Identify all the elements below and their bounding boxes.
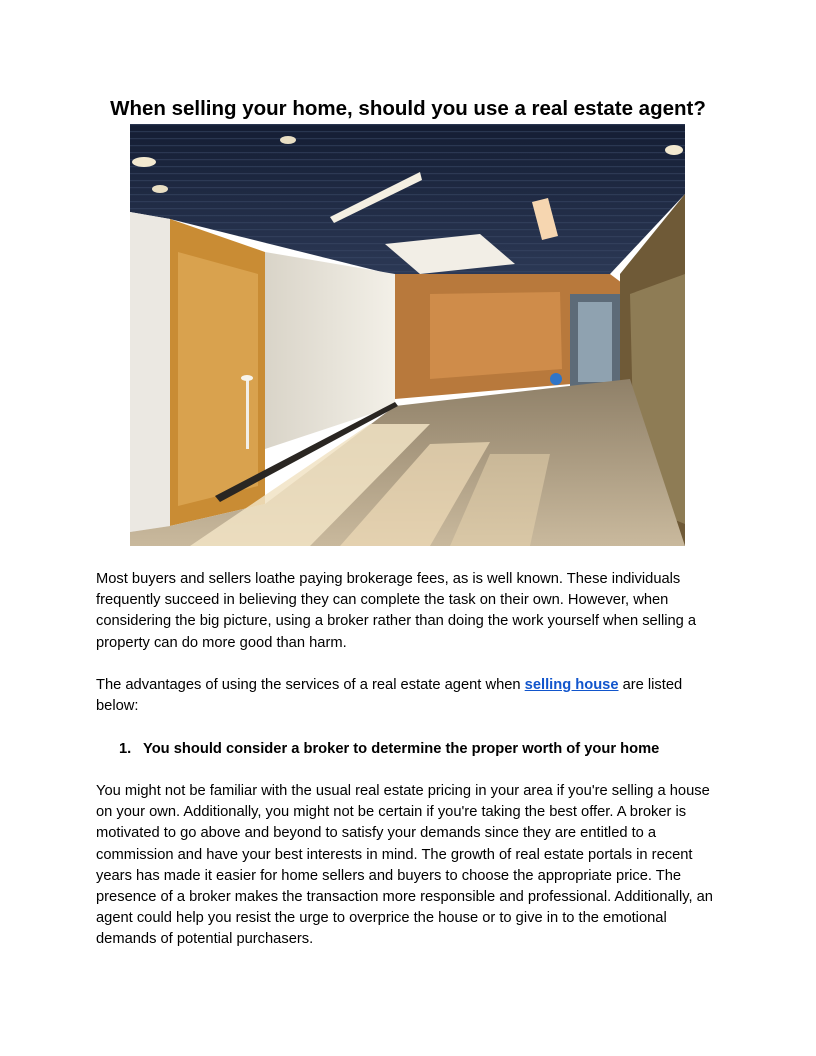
intro-paragraph: Most buyers and sellers loathe paying brokerage fees, as is well known. These individuals frequently succeed in believing they can complete the task on their own. However, when considering the big picture, using a broker rather than doing the work yourself when selling a property can do more good than harm. bbox=[96, 571, 697, 651]
page-title: When selling your home, should you use a real estate agent? bbox=[110, 97, 706, 120]
advantages-paragraph bbox=[96, 675, 726, 717]
selling-house-link[interactable]: selling house bbox=[524, 677, 619, 693]
body-paragraph: You might not be familiar with the usual real estate pricing in your area if you're selling a house on your own. Additionally, you might not be certain if you're taking the best offer. A broker is motivated to go above and beyond to satisfy your demands since they are entitled to a commission and have your best interests in mind. The growth of real estate portals in recent years has made it easier for home sellers and buyers to choose the appropriate price. The presence of a broker makes the transaction more responsible and professional. Additionally, an agent could help you resist the urge to overprice the house or to give in to the emotional demands of potential purchasers. bbox=[96, 783, 713, 948]
list-item-heading-text: You should consider a broker to determine the proper worth of your home bbox=[143, 741, 660, 757]
advantages-text-before: The advantages of using the services of a real estate agent when bbox=[96, 677, 525, 693]
list-item-heading bbox=[119, 739, 659, 760]
advantages-text-after: are listed below: bbox=[96, 677, 683, 715]
list-item-number: 1. bbox=[119, 741, 132, 757]
room-photo bbox=[130, 124, 685, 546]
